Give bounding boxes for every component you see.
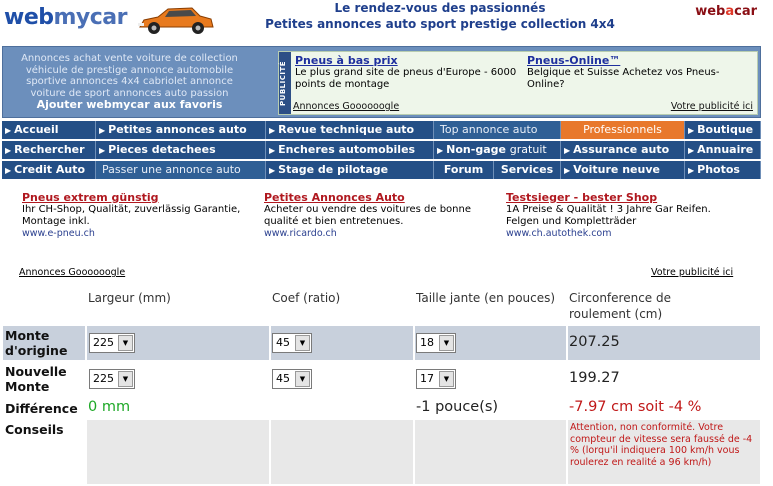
nav-encheres[interactable]: ▶ Encheres automobiles bbox=[266, 141, 434, 159]
text-ad[interactable]: Pneus extrem günstig Ihr CH-Shop, Qualität, zuverlässig Garantie, Montage inkl. www.e-pneu.ch bbox=[22, 192, 247, 240]
site-tagline: Le rendez-vous des passionnés Petites annonces auto sport prestige collection 4x4 bbox=[265, 1, 615, 31]
nav-credit-auto[interactable]: ▶ Credit Auto bbox=[2, 161, 96, 179]
sponsored-ad[interactable]: Pneus à bas prix Le plus grand site de pneus d'Europe - 6000 points de montage bbox=[295, 54, 517, 90]
row-label: Différence bbox=[5, 401, 78, 416]
main-navigation bbox=[2, 121, 761, 179]
arrow-right-icon: ▶ bbox=[269, 126, 276, 135]
row-label: Nouvelle Monte bbox=[5, 364, 67, 394]
ad-title-link[interactable]: Pneus-Online™ bbox=[527, 54, 621, 67]
text-ad[interactable]: Petites Annonces Auto Acheter ou vendre des voitures de bonne qualité et bien entretenues. www.ricardo.ch bbox=[264, 192, 496, 240]
header-coef: Coef (ratio) bbox=[272, 291, 341, 305]
arrow-right-icon: ▶ bbox=[5, 166, 12, 175]
nav-forum[interactable]: Forum bbox=[434, 161, 494, 179]
chevron-down-icon: ▼ bbox=[295, 335, 310, 351]
arrow-right-icon: ▶ bbox=[564, 146, 571, 155]
arrow-right-icon: ▶ bbox=[688, 146, 695, 155]
nav-revue-technique[interactable]: ▶ Revue technique auto bbox=[266, 121, 434, 139]
add-favorites-link[interactable]: Ajouter webmycar aux favoris bbox=[36, 98, 223, 111]
row-label: Monte d'origine bbox=[5, 328, 68, 358]
text-ad-url[interactable]: www.ch.autothek.com bbox=[506, 228, 612, 239]
arrow-right-icon: ▶ bbox=[437, 146, 444, 155]
sponsored-ads-box bbox=[278, 51, 758, 115]
row-label: Conseils bbox=[3, 420, 85, 484]
text-ad-url[interactable]: www.ricardo.ch bbox=[264, 228, 337, 239]
nav-petites-annonces[interactable]: ▶ Petites annonces auto bbox=[96, 121, 266, 139]
chevron-down-icon: ▼ bbox=[118, 371, 133, 387]
nav-passer-annonce[interactable]: Passer une annonce auto bbox=[96, 161, 266, 179]
chevron-down-icon: ▼ bbox=[439, 371, 454, 387]
text-ad-title[interactable]: Testsieger - bester Shop bbox=[506, 191, 658, 204]
circumference-value: 207.25 bbox=[569, 334, 620, 350]
nav-row bbox=[2, 121, 761, 139]
text-ad[interactable]: Testsieger - bester Shop 1A Preise & Qualität ! 3 Jahre Gar Reifen. Felgen und Kompletträder www.ch.autothek.com bbox=[506, 192, 746, 240]
nav-stage-pilotage[interactable]: ▶ Stage de pilotage bbox=[266, 161, 434, 179]
sponsored-ad[interactable]: Pneus-Online™ Belgique et Suisse Achetez vos Pneus-Online? bbox=[527, 55, 752, 91]
your-ad-here-link[interactable]: Votre publicité ici bbox=[651, 267, 734, 278]
nav-boutique[interactable]: ▶ Boutique bbox=[685, 121, 761, 139]
arrow-right-icon: ▶ bbox=[99, 126, 106, 135]
width-select[interactable]: 225 ▼ bbox=[89, 369, 135, 389]
rim-select[interactable]: 18 ▼ bbox=[416, 333, 456, 353]
rim-select[interactable]: 17 ▼ bbox=[416, 369, 456, 389]
header-taille-jante: Taille jante (en pouces) bbox=[416, 291, 556, 305]
arrow-right-icon: ▶ bbox=[5, 126, 12, 135]
advice-text: Attention, non conformité. Votre compteur de vitesse sera faussé de -4 % (lorqu'il indiquera 100 km/h vous roulerez en realité a 96 km/h) bbox=[570, 422, 753, 468]
nav-row bbox=[2, 141, 761, 159]
nav-top-annonce[interactable]: Top annonce auto bbox=[434, 121, 561, 139]
google-ads-link[interactable]: Annonces Goooooogle bbox=[19, 267, 126, 278]
nav-photos[interactable]: ▶ Photos bbox=[685, 161, 761, 179]
arrow-right-icon: ▶ bbox=[5, 146, 12, 155]
arrow-right-icon: ▶ bbox=[269, 146, 276, 155]
orange-car-image bbox=[136, 3, 216, 37]
webmycar-logo[interactable]: webmycar bbox=[4, 5, 128, 30]
nav-professionnels[interactable]: Professionnels bbox=[561, 121, 685, 139]
nav-accueil[interactable]: ▶ Accueil bbox=[2, 121, 96, 139]
nav-rechercher[interactable]: ▶ Rechercher bbox=[2, 141, 96, 159]
row-monte-origine bbox=[3, 326, 760, 360]
header-circonference: Circonference de roulement (cm) bbox=[569, 291, 671, 321]
arrow-right-icon: ▶ bbox=[99, 146, 106, 155]
nav-voiture-neuve[interactable]: ▶ Voiture neuve bbox=[561, 161, 685, 179]
webacar-logo[interactable]: webacar bbox=[695, 4, 757, 19]
width-select[interactable]: 225 ▼ bbox=[89, 333, 135, 353]
nav-non-gage[interactable]: ▶ Non-gage gratuit bbox=[434, 141, 561, 159]
chevron-down-icon: ▼ bbox=[439, 335, 454, 351]
nav-row bbox=[2, 161, 761, 179]
header-largeur: Largeur (mm) bbox=[88, 291, 171, 305]
circumference-value: 199.27 bbox=[569, 370, 620, 386]
ad-title-link[interactable]: Pneus à bas prix bbox=[295, 54, 398, 67]
nav-annuaire[interactable]: ▶ Annuaire bbox=[685, 141, 761, 159]
intro-text: Annonces achat vente voiture de collection véhicule de prestige annonce automobile sportive annonces 4x4 cabriolet annonce voiture de sport annonces auto passion Ajouter webmycar aux favoris bbox=[7, 53, 252, 111]
nav-services[interactable]: Services bbox=[494, 161, 561, 179]
arrow-right-icon: ▶ bbox=[564, 166, 571, 175]
google-ads-link[interactable]: Annonces Goooooogle bbox=[293, 101, 400, 112]
row-conseils bbox=[3, 420, 760, 484]
rim-difference: -1 pouce(s) bbox=[416, 399, 499, 415]
arrow-right-icon: ▶ bbox=[688, 166, 695, 175]
text-ad-title[interactable]: Petites Annonces Auto bbox=[264, 191, 405, 204]
nav-assurance[interactable]: ▶ Assurance auto bbox=[561, 141, 685, 159]
chevron-down-icon: ▼ bbox=[118, 335, 133, 351]
chevron-down-icon: ▼ bbox=[295, 371, 310, 387]
ratio-select[interactable]: 45 ▼ bbox=[272, 369, 312, 389]
row-difference bbox=[3, 398, 760, 420]
ad-label: PUBLICITÉ bbox=[279, 52, 291, 114]
row-nouvelle-monte bbox=[3, 362, 760, 396]
intro-band bbox=[2, 46, 761, 118]
site-header bbox=[0, 0, 773, 44]
text-ad-title[interactable]: Pneus extrem günstig bbox=[22, 191, 159, 204]
your-ad-here-link[interactable]: Votre publicité ici bbox=[670, 101, 753, 112]
arrow-right-icon: ▶ bbox=[688, 126, 695, 135]
circumference-difference: -7.97 cm soit -4 % bbox=[569, 399, 702, 415]
nav-pieces-detachees[interactable]: ▶ Pieces detachees bbox=[96, 141, 266, 159]
text-ad-url[interactable]: www.e-pneu.ch bbox=[22, 228, 95, 239]
ratio-select[interactable]: 45 ▼ bbox=[272, 333, 312, 353]
width-difference: 0 mm bbox=[88, 399, 131, 415]
arrow-right-icon: ▶ bbox=[269, 166, 276, 175]
